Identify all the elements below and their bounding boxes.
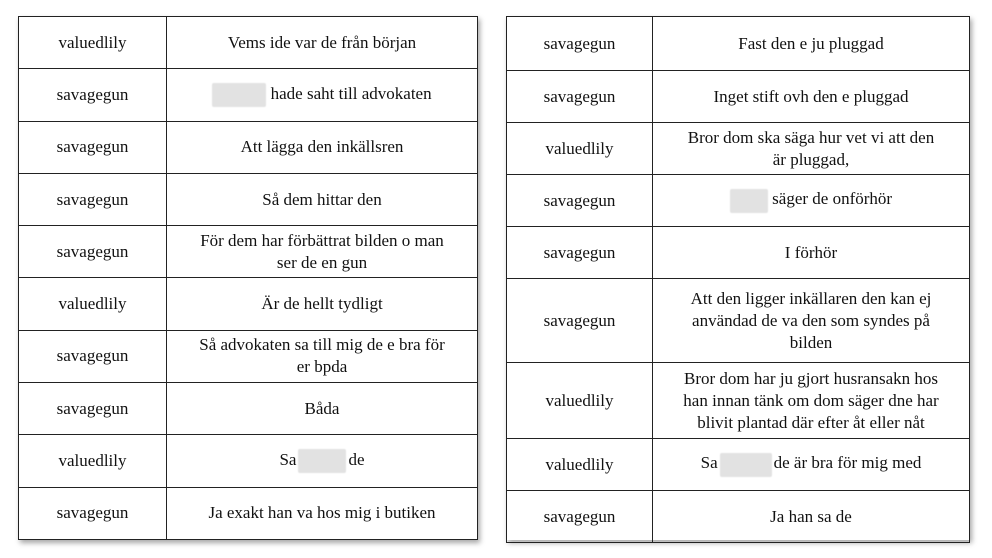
message-cell: hade saht till advokaten (167, 69, 478, 121)
username-cell: savagegun (507, 279, 653, 363)
message-cell: Bror dom har ju gjort husransakn hos han innan tänk om dom säger dne har blivit plantad där efter åt eller nåt (653, 363, 970, 439)
message-cell: Ja exakt han va hos mig i butiken (167, 487, 478, 539)
username-cell: savagegun (19, 330, 167, 382)
message-cell: Sa de är bra för mig med (653, 439, 970, 491)
table-row (507, 439, 970, 491)
table-row (19, 278, 478, 330)
message-cell: För dem har förbättrat bilden o man ser de en gun (167, 226, 478, 278)
username-cell: savagegun (507, 491, 653, 543)
username-cell: savagegun (19, 69, 167, 121)
table-row (19, 330, 478, 382)
username-cell: valuedlily (507, 363, 653, 439)
username-cell: valuedlily (19, 278, 167, 330)
message-cell: säger de onförhör (653, 175, 970, 227)
message-cell: Inget stift ovh den e pluggad (653, 71, 970, 123)
message-cell: Fast den e ju pluggad (653, 17, 970, 71)
redacted-name (730, 189, 768, 213)
table-row (507, 279, 970, 363)
table-row (19, 121, 478, 173)
table-row (507, 363, 970, 439)
username-cell: savagegun (507, 175, 653, 227)
table-row (19, 226, 478, 278)
table-row (507, 17, 970, 71)
username-cell: savagegun (19, 383, 167, 435)
table-row (507, 227, 970, 279)
table-row (19, 173, 478, 225)
message-cell: Bror dom ska säga hur vet vi att den är pluggad, (653, 123, 970, 175)
message-cell: Så advokaten sa till mig de e bra för er bpda (167, 330, 478, 382)
username-cell: savagegun (19, 173, 167, 225)
table-row (507, 175, 970, 227)
username-cell: savagegun (19, 487, 167, 539)
username-cell: savagegun (19, 226, 167, 278)
message-cell: Vems ide var de från början (167, 17, 478, 69)
redacted-name (298, 449, 346, 473)
redacted-name (720, 453, 772, 477)
username-cell: savagegun (19, 121, 167, 173)
username-cell: savagegun (507, 227, 653, 279)
table-row (19, 435, 478, 487)
table-row (19, 17, 478, 69)
redacted-name (212, 83, 266, 107)
message-cell: Båda (167, 383, 478, 435)
table-row (507, 491, 970, 543)
chat-table (18, 16, 478, 540)
username-cell: savagegun (507, 71, 653, 123)
message-cell: Så dem hittar den (167, 173, 478, 225)
message-cell: I förhör (653, 227, 970, 279)
table-row (19, 69, 478, 121)
message-cell: Sa de (167, 435, 478, 487)
username-cell: valuedlily (507, 123, 653, 175)
username-cell: valuedlily (507, 439, 653, 491)
message-cell: Att den ligger inkällaren den kan ej användad de va den som syndes på bilden (653, 279, 970, 363)
username-cell: valuedlily (19, 435, 167, 487)
username-cell: savagegun (507, 17, 653, 71)
chat-table (506, 16, 970, 543)
message-cell: Att lägga den inkällsren (167, 121, 478, 173)
table-row (507, 71, 970, 123)
chat-log-table-left (18, 16, 478, 540)
username-cell: valuedlily (19, 17, 167, 69)
message-cell: Ja han sa de (653, 491, 970, 543)
message-cell: Är de hellt tydligt (167, 278, 478, 330)
table-row (19, 487, 478, 539)
chat-log-table-right (506, 16, 970, 540)
table-row (19, 383, 478, 435)
table-row (507, 123, 970, 175)
